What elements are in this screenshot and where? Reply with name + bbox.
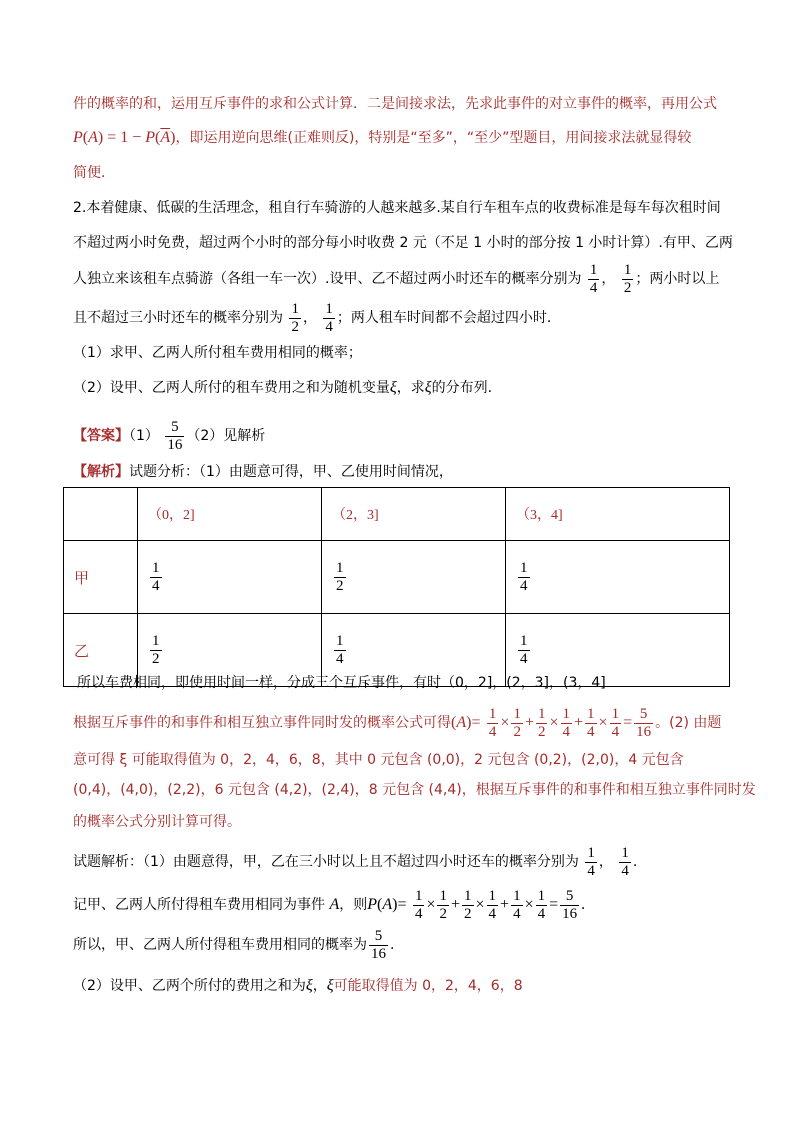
table-header-cell: （2，3] <box>322 488 506 541</box>
table-header-cell: （0，2] <box>138 488 322 541</box>
answer-line: 【答案】（1） $\frac{5}{16}$ （2）见解析 <box>73 418 266 453</box>
after-line-3: 意可得 ξ 可能取得值为 0，2，4，6，8，其中 0 元包含 (0,0)，2 元包含 (0,2)，(2,0)，4 元包含 <box>73 752 684 768</box>
after-line-4: (0,4)，(4,0)，(2,2)，6 元包含 (4,2)，(2,4)，8 元包含 (4,4)，根据互斥事件的和事件和相互独立事件同时发 <box>73 782 756 798</box>
problem-line-3: 人独立来该租车点骑游（各组一车一次）.设甲、乙不超过两小时还车的概率分别为 $\frac{1}{4}$ ， $\frac{1}{2}$ ；两小时以上 <box>73 261 720 296</box>
table-cell: $\frac{1}{4}$ <box>322 614 506 687</box>
problem-line-1: 2.本着健康、低碳的生活理念，租自行车骑游的人越来越多.某自行车租车点的收费标准是每车每次租时间 <box>73 200 721 216</box>
solution-line-4: （2）设甲、乙两个所付的费用之和为ξ，ξ可能取得值为 0，2，4，6，8 <box>73 977 523 994</box>
fraction: $\frac{1}{2}$ <box>623 261 632 296</box>
intro-line-2: $P(A) = 1 - P(\overline{A})$，即运用逆向思维(正难则反)，特别是“至多”，“至少”型题目，用间接求法就显得较 <box>73 129 692 146</box>
fraction: $\frac{1}{2}$ <box>291 300 299 335</box>
problem-line-4: 且不超过三小时还车的概率分别为 $\frac{1}{2}$ ， $\frac{1}{4}$ ；两人租车时间都不会超过四小时. <box>73 300 552 335</box>
problem-line-2: 不超过两小时免费，超过两个小时的部分每小时收费 2 元（不足 1 小时的部分按 1 小时计算）.有甲、乙两 <box>73 235 733 251</box>
row-label: 甲 <box>64 541 138 614</box>
row-label: 乙 <box>64 614 138 687</box>
formula-p: P <box>73 129 83 146</box>
question-2: （2）设甲、乙两人所付的租车费用之和为随机变量ξ，求ξ的分布列. <box>73 379 493 396</box>
table-cell: $\frac{1}{2}$ <box>138 614 322 687</box>
question-1: （1）求甲、乙两人所付租车费用相同的概率； <box>73 345 362 361</box>
answer-fraction: $\frac{5}{16}$ <box>167 418 183 453</box>
table-header-row <box>64 488 730 541</box>
solution-line-2: 记甲、乙两人所付得租车费用相同为事件 A，则P(A)= $\frac{1}{4}$ × $\frac{1}{2}$ + $\frac{1}{2}$ × $\frac{1}{4}$ + $\frac{1}{4}$ × $\frac{1}{4}$ = $\frac{5}{16}$ . <box>73 887 586 922</box>
table-cell: $\frac{1}{4}$ <box>138 541 322 614</box>
answer-label: 【答案】 <box>73 428 129 444</box>
intro-line-1: 件的概率的和，运用互斥事件的求和公式计算．二是间接求法，先求此事件的对立事件的概率，再用公式 <box>73 96 717 112</box>
fraction: $\frac{1}{4}$ <box>325 300 333 335</box>
after-line-1: 所以车费相同，即使用时间一样，分成三个互斥事件，有时（0，2]，(2，3]，(3，4] <box>77 675 606 691</box>
table-header-cell: （3，4] <box>506 488 730 541</box>
analysis-label: 【解析】 <box>73 464 129 480</box>
table-cell: $\frac{1}{2}$ <box>322 541 506 614</box>
analysis-line: 【解析】试题分析：（1）由题意可得，甲、乙使用时间情况， <box>73 464 453 480</box>
solution-line-3: 所以，甲、乙两人所付得租车费用相同的概率为 $\frac{5}{16}$ . <box>73 927 395 962</box>
intro-line-3: 简便． <box>73 165 115 181</box>
formula-a-bar: $\overline{A}$ <box>160 129 171 146</box>
table-cell: $\frac{1}{4}$ <box>506 614 730 687</box>
time-probability-table <box>63 487 730 687</box>
after-line-2: 根据互斥事件的和事件和相互独立事件同时发的概率公式可得(A)= $\frac{1}{4}$ × $\frac{1}{2}$ + $\frac{1}{2}$ × $\frac{1}{4}$ + $\frac{1}{4}$ × $\frac{1}{4}$ = $\frac{5}{16}$ 。(2) 由题 <box>73 705 722 740</box>
table-row <box>64 541 730 614</box>
after-line-5: 的概率公式分别计算可得。 <box>73 814 241 830</box>
table-cell: $\frac{1}{4}$ <box>506 541 730 614</box>
table-header-cell <box>64 488 138 541</box>
fraction: $\frac{1}{4}$ <box>589 261 598 296</box>
solution-line-1: 试题解析：（1）由题意得，甲，乙在三小时以上且不超过四小时还车的概率分别为 $\frac{1}{4}$ ， $\frac{1}{4}$ . <box>73 844 638 879</box>
